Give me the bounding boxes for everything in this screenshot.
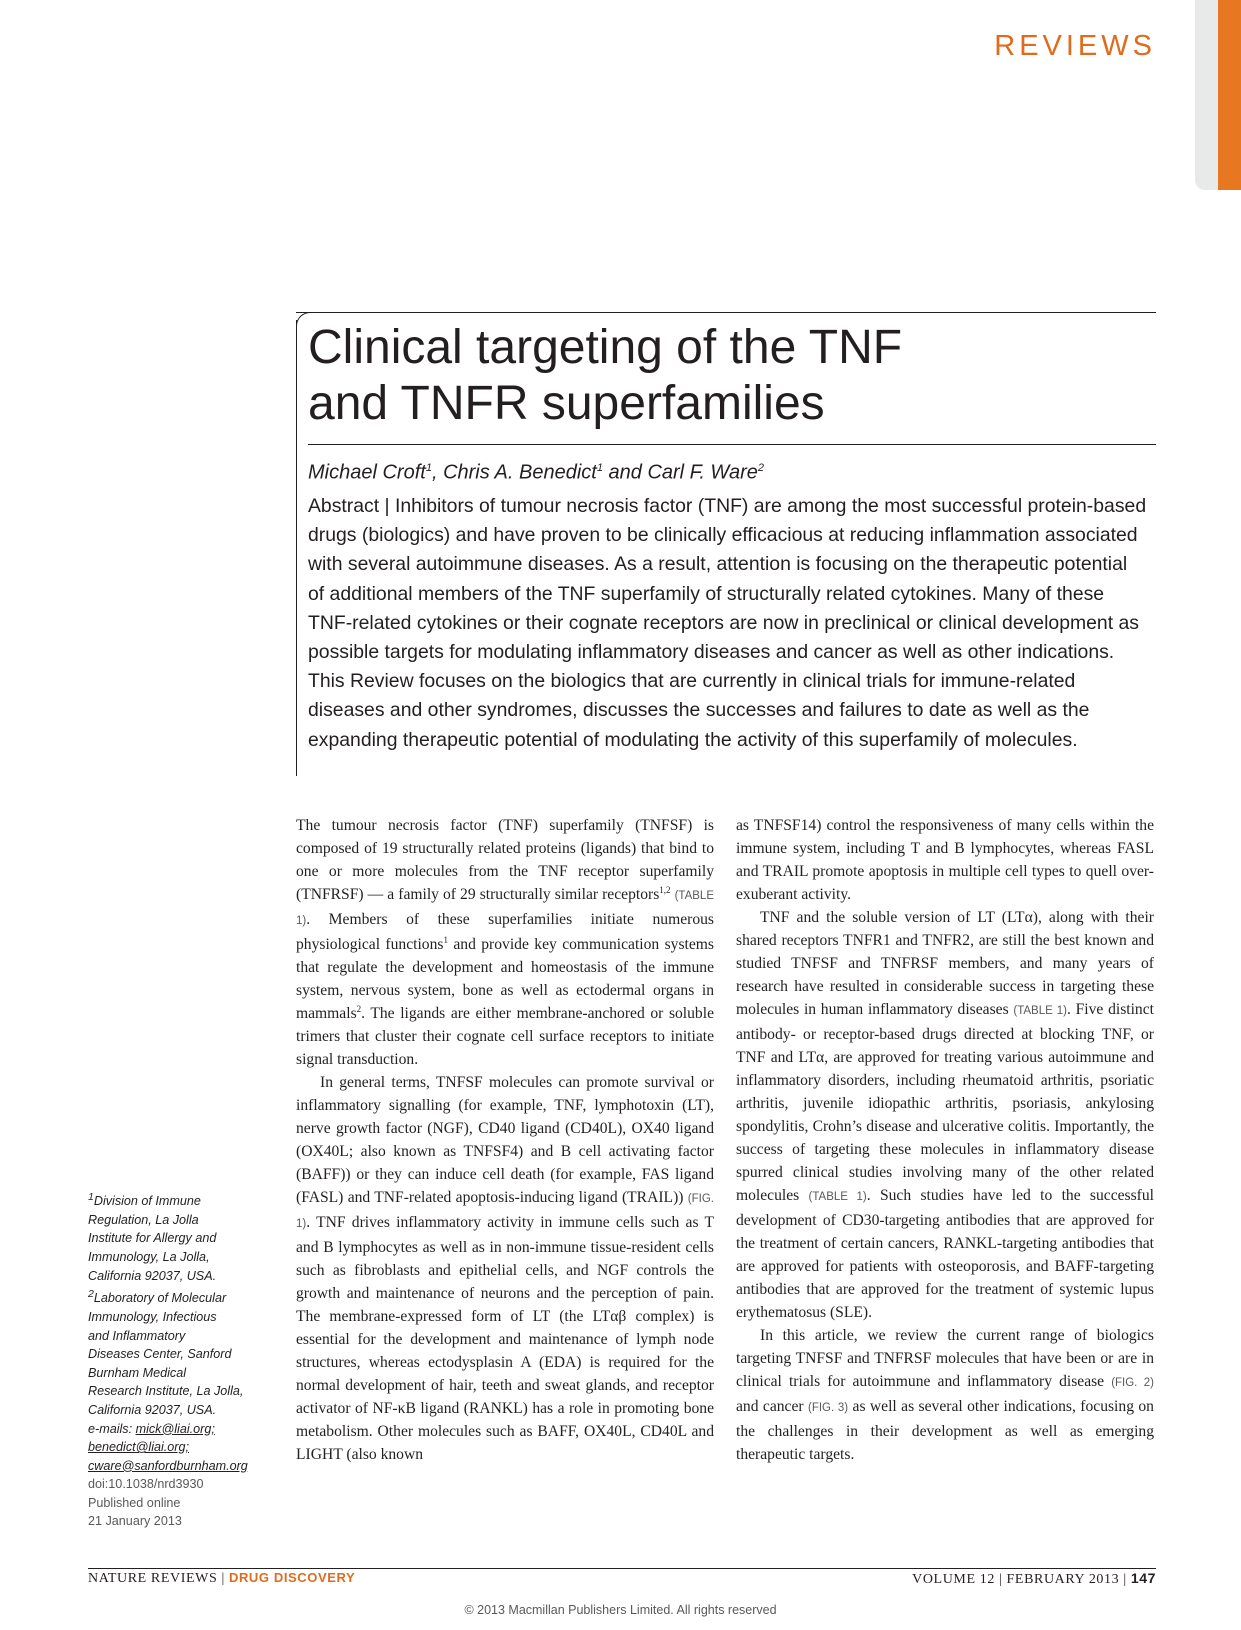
author-affiliation: 1 bbox=[596, 462, 603, 474]
article-title bbox=[308, 320, 1128, 432]
author-name: Chris A. Benedict bbox=[443, 461, 597, 484]
body-text: . Five distinct antibody- or receptor-based drugs directed at blocking TNF, or TNF and LTα, are approved for treating various autoimmune and inflammatory disorders, including rheumatoid arthritis, psoriatic arthritis, juvenile idiopathic arthritis, psoriasis, ankylosing spondylitis, Crohn’s disease and ulcerative colitis. Importantly, the success of targeting these molecules in inflammatory disease spurred clinical studies involving many of the other related molecules bbox=[736, 1001, 1154, 1204]
body-text: TNF and the soluble version of LT (LTα), along with their shared receptors TNFR1 and TNFR2, are still the best known and studied TNFSF and TNFRSF members, and many years of research have resulted in considerable success in targeting these molecules in human inflammatory diseases bbox=[736, 909, 1154, 1018]
footer-separator: | bbox=[217, 1571, 229, 1586]
affiliation-line: Diseases Center, Sanford bbox=[88, 1347, 232, 1362]
body-text: In general terms, TNFSF molecules can promote survival or inflammatory signalling (for example, TNF, lymphotoxin (LT), nerve growth factor (NGF), CD40 ligand (CD40L), OX40 ligand (OX40L; also known as TNFSF4) and B cell activating factor (BAFF)) or they can induce cell death (for example, FAS ligand (FASL) and TNF-related apoptosis-inducing ligand (TRAIL)) bbox=[296, 1074, 714, 1206]
page-number: 147 bbox=[1130, 1570, 1156, 1586]
author-name: Carl F. Ware bbox=[647, 461, 758, 484]
affiliation-number: 2 bbox=[88, 1288, 94, 1301]
table-reference[interactable]: (TABLE 1) bbox=[808, 1191, 867, 1203]
figure-reference[interactable]: (FIG. 3) bbox=[808, 1402, 849, 1414]
email-link[interactable]: mick@liai.org; bbox=[135, 1421, 215, 1436]
author-affiliation: 2 bbox=[757, 462, 764, 474]
email-link[interactable]: cware@sanfordburnham.org bbox=[88, 1458, 248, 1473]
body-text: and cancer bbox=[736, 1398, 808, 1415]
abstract-text: Inhibitors of tumour necrosis factor (TNF) are among the most successful protein-based drugs (biologics) and have proven to be clinically efficacious at reducing inflammation associated with several autoimmune diseases. As a result, attention is focusing on the therapeutic potential of additional members of the TNF superfamily of structurally related cytokines. Many of these TNF-related cytokines or their cognate receptors are now in preclinical or clinical development as possible targets for modulating inflammatory diseases and cancer as well as other indications. This Review focuses on the biologics that are currently in clinical trials for immune-related diseases and other syndromes, discusses the successes and failures to date as well as the expanding therapeutic potential of modulating the activity of this superfamily of molecules. bbox=[308, 495, 1147, 751]
body-text: . TNF drives inflammatory activity in immune cells such as T and B lymphocytes as well as in non-immune tissue-resident cells such as fibroblasts and epithelial cells, and NGF controls the growth and maintenance of neurons and the perception of pain. The membrane-expressed form of LT (the LTαβ complex) is essential for the development and maintenance of lymph node structures, whereas ectodysplasin A (EDA) is required for the normal development of hair, teeth and sweat glands, and receptor activator of NF-κB ligand (RANKL) has a role in promoting bone metabolism. Other molecules such as BAFF, OX40L, CD40L and LIGHT (also known bbox=[296, 1214, 714, 1463]
published-label: Published online bbox=[88, 1495, 181, 1510]
body-column-right bbox=[736, 814, 1154, 1466]
affiliation-1 bbox=[88, 1188, 278, 1211]
affiliation-2 bbox=[88, 1285, 278, 1308]
figure-reference[interactable]: (FIG. 1) bbox=[296, 1193, 714, 1230]
footer-journal bbox=[88, 1570, 355, 1587]
article-title-line1: Clinical targeting of the TNF bbox=[308, 321, 903, 374]
emails bbox=[88, 1420, 278, 1439]
section-label: REVIEWS bbox=[994, 30, 1156, 62]
footer-rule bbox=[88, 1568, 1156, 1569]
abstract-left-rule bbox=[296, 320, 297, 776]
doi[interactable]: doi:10.1038/nrd3930 bbox=[88, 1477, 204, 1492]
affiliation-line: and Inflammatory bbox=[88, 1328, 186, 1343]
footer-publisher: NATURE REVIEWS bbox=[88, 1571, 218, 1586]
citation: 1 bbox=[443, 934, 448, 945]
citation: 2 bbox=[356, 1003, 362, 1014]
table-reference[interactable]: (TABLE 1) bbox=[296, 890, 714, 927]
body-text: as well as several other indications, focusing on the challenges in their development as well as emerging therapeutic targets. bbox=[736, 1398, 1154, 1463]
citation: 1,2 bbox=[659, 884, 671, 895]
title-bottom-rule bbox=[308, 444, 1156, 445]
body-paragraph bbox=[296, 1071, 714, 1466]
affiliation-line: Regulation, La Jolla bbox=[88, 1212, 199, 1227]
affiliation-line: Immunology, Infectious bbox=[88, 1309, 217, 1324]
email-link[interactable]: benedict@liai.org; bbox=[88, 1440, 189, 1455]
affiliation-line: Research Institute, La Jolla, bbox=[88, 1384, 244, 1399]
emails-label: e-mails: bbox=[88, 1421, 136, 1436]
body-paragraph bbox=[736, 1324, 1154, 1466]
affiliation-line: Laboratory of Molecular bbox=[93, 1291, 227, 1306]
body-column-left bbox=[296, 814, 714, 1466]
body-text: . Such studies have led to the successful development of CD30-targeting antibodies that are approved for the treatment of certain cancers, RANKL-targeting antibodies that are approved for patients with osteoporosis, and BAFF-targeting antibodies that are approved for the treatment of systemic lupus erythematosus (SLE). bbox=[736, 1187, 1155, 1321]
body-text: . Members of these superfamilies initiate numerous physiological functions bbox=[296, 911, 714, 953]
abstract: Abstract | Inhibitors of tumour necrosis factor (TNF) are among the most successful protein-based drugs (biologics) and have proven to be clinically efficacious at reducing inflammation associated with several autoimmune diseases. As a result, attention is focusing on the therapeutic potential of additional members of the TNF superfamily of structurally related cytokines. Many of these TNF-related cytokines or their cognate receptors are now in preclinical or clinical development as possible targets for modulating inflammatory diseases and cancer as well as other indications. This Review focuses on the biologics that are currently in clinical trials for immune-related diseases and other syndromes, discusses the successes and failures to date as well as the expanding therapeutic potential of modulating the activity of this superfamily of molecules. bbox=[308, 495, 1147, 751]
figure-reference[interactable]: (FIG. 2) bbox=[1111, 1377, 1154, 1389]
author-name: Michael Croft bbox=[308, 461, 426, 484]
title-top-rule bbox=[296, 312, 1156, 313]
affiliation-number: 1 bbox=[88, 1191, 94, 1203]
footer-journal-name: DRUG DISCOVERY bbox=[228, 1570, 356, 1585]
affiliations-sidenote bbox=[88, 1188, 278, 1531]
body-text: and provide key communication systems that regulate the development and homeostasis of the immune system, nervous system, bone as well as ectodermal organs in mammals bbox=[296, 936, 714, 1022]
author-affiliation: 1 bbox=[425, 462, 432, 474]
affiliation-line: Burnham Medical bbox=[88, 1365, 186, 1380]
abstract-label: Abstract bbox=[308, 495, 380, 517]
article-title-line2: and TNFR superfamilies bbox=[308, 377, 825, 430]
body-paragraph bbox=[296, 814, 714, 1071]
affiliation-line: California 92037, USA. bbox=[88, 1268, 217, 1283]
footer-volume: VOLUME 12 | FEBRUARY 2013 | bbox=[912, 1572, 1131, 1587]
copyright: © 2013 Macmillan Publishers Limited. All rights reserved bbox=[464, 1603, 777, 1617]
body-paragraph: as TNFSF14) control the responsiveness of many cells within the immune system, including T and B lymphocytes, whereas FASL and TRAIL promote apoptosis in multiple cell types to quell over-exuberant activity. bbox=[736, 817, 1154, 903]
table-reference[interactable]: (TABLE 1) bbox=[1013, 1005, 1068, 1017]
body-text: In this article, we review the current range of biologics targeting TNFSF and TNFRSF molecules that have been or are in clinical trials for autoimmune and inflammatory disease bbox=[736, 1327, 1154, 1390]
body-text: . The ligands are either membrane-anchored or soluble trimers that cluster their cognate cell surface receptors to initiate signal transduction. bbox=[296, 1005, 714, 1068]
affiliation-line: California 92037, USA. bbox=[88, 1402, 217, 1417]
author-list: Michael Croft$^1$, Chris A. Benedict$^1$ and Carl F. Ware$^2$ bbox=[308, 461, 764, 484]
affiliation-line: Division of Immune bbox=[93, 1194, 201, 1209]
published-date: 21 January 2013 bbox=[88, 1514, 182, 1529]
footer-issue bbox=[912, 1570, 1156, 1588]
affiliation-line: Institute for Allergy and bbox=[88, 1231, 217, 1246]
body-text: The tumour necrosis factor (TNF) superfamily (TNFSF) is composed of 19 structurally related proteins (ligands) that bind to one or more molecules from the TNF receptor superfamily (TNFRSF) — a family of 29 structurally similar receptors bbox=[296, 817, 714, 903]
body-paragraph bbox=[736, 906, 1154, 1324]
page-edge-tab-accent bbox=[1218, 0, 1241, 190]
affiliation-line: Immunology, La Jolla, bbox=[88, 1249, 210, 1264]
